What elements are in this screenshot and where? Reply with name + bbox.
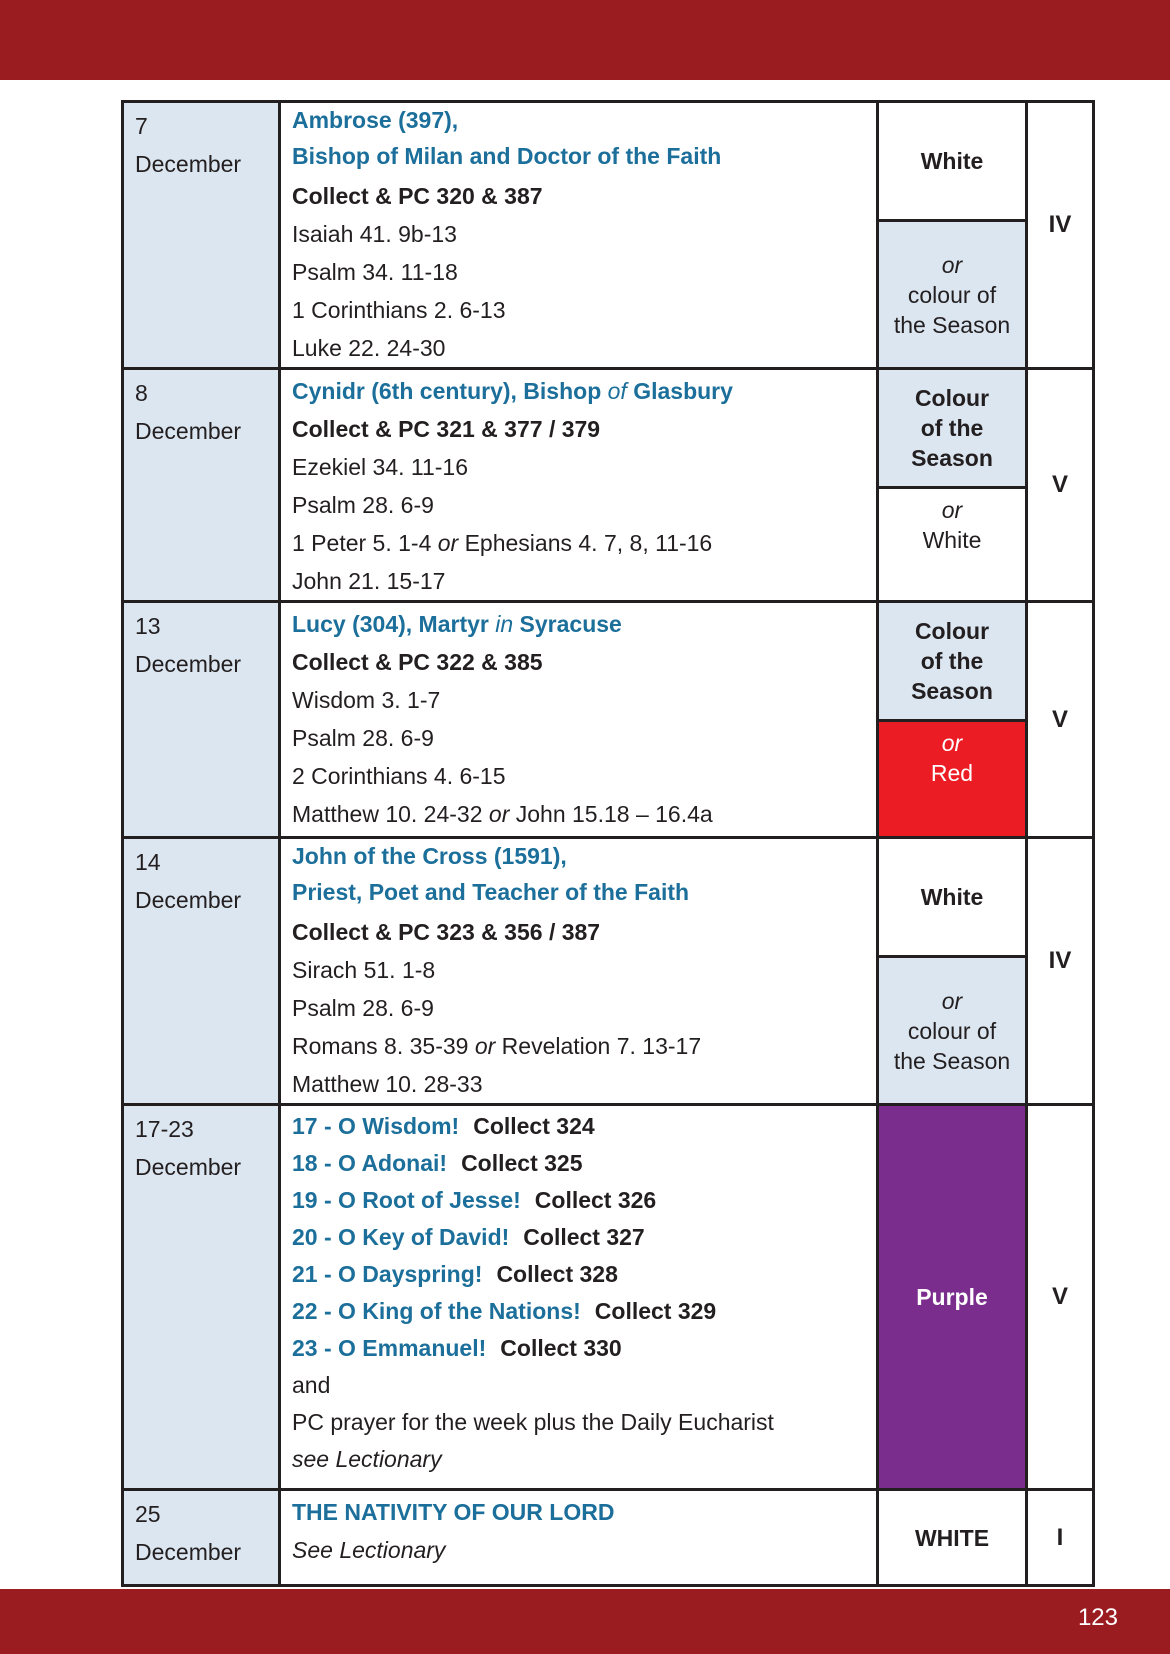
date-day: 14 bbox=[135, 849, 161, 875]
colour-cell bbox=[878, 1105, 1027, 1490]
table-row bbox=[123, 838, 1094, 1105]
date-month: December bbox=[135, 151, 242, 177]
pc-note: PC prayer for the week plus the Daily Eucharist bbox=[292, 1409, 774, 1435]
collect-line: Collect & PC 321 & 377 / 379 bbox=[292, 416, 601, 442]
antiphon-line: 17 - O Wisdom! Collect 324 bbox=[292, 1113, 595, 1139]
reading: Luke 22. 24-30 bbox=[292, 335, 446, 361]
colour-cell bbox=[878, 838, 1027, 1105]
observance-cell bbox=[280, 1105, 878, 1490]
observance-cell bbox=[280, 369, 878, 602]
top-bar bbox=[0, 0, 1170, 80]
reading: Romans 8. 35-39 or Revelation 7. 13-17 bbox=[292, 1033, 702, 1059]
reading: Psalm 28. 6-9 bbox=[292, 725, 434, 751]
see-lectionary: See Lectionary bbox=[292, 1537, 446, 1563]
colour-primary: White bbox=[920, 148, 984, 174]
date-day: 7 bbox=[135, 113, 148, 139]
level-cell: IV bbox=[1027, 102, 1094, 369]
colour-alternative: or White bbox=[879, 486, 1025, 600]
reading: Psalm 28. 6-9 bbox=[292, 492, 434, 518]
and-text: and bbox=[292, 1372, 331, 1398]
observance-title-line2: Bishop of Milan and Doctor of the Faith bbox=[292, 143, 722, 169]
colour-alternative: or colour of the Season bbox=[879, 955, 1025, 1103]
date-cell bbox=[123, 102, 280, 369]
antiphon-line: 18 - O Adonai! Collect 325 bbox=[292, 1150, 583, 1176]
date-cell bbox=[123, 1105, 280, 1490]
date-month: December bbox=[135, 887, 242, 913]
reading: 1 Peter 5. 1-4 or Ephesians 4. 7, 8, 11-16 bbox=[292, 530, 713, 556]
page-number: 123 bbox=[1077, 1604, 1118, 1631]
colour-alternative: or Red bbox=[879, 719, 1025, 836]
date-day: 8 bbox=[135, 380, 148, 406]
observance-title: Cynidr (6th century), Bishop of Glasbury bbox=[292, 378, 733, 404]
date-day: 13 bbox=[135, 613, 161, 639]
reading: Wisdom 3. 1-7 bbox=[292, 687, 441, 713]
reading: 2 Corinthians 4. 6-15 bbox=[292, 763, 506, 789]
observance-title: THE NATIVITY OF OUR LORD bbox=[292, 1499, 615, 1525]
table-row bbox=[123, 102, 1094, 369]
collect-line: Collect & PC 320 & 387 bbox=[292, 183, 543, 209]
antiphon-line: 23 - O Emmanuel! Collect 330 bbox=[292, 1335, 622, 1361]
antiphon-line: 22 - O King of the Nations! Collect 329 bbox=[292, 1298, 717, 1324]
antiphon-line: 21 - O Dayspring! Collect 328 bbox=[292, 1261, 618, 1287]
reading: Ezekiel 34. 11-16 bbox=[292, 454, 469, 480]
reading: Psalm 34. 11-18 bbox=[292, 259, 458, 285]
antiphon-line: 20 - O Key of David! Collect 327 bbox=[292, 1224, 645, 1250]
observance-title: Lucy (304), Martyr in Syracuse bbox=[292, 611, 622, 637]
level-cell: IV bbox=[1027, 838, 1094, 1105]
date-day: 17-23 bbox=[135, 1116, 194, 1142]
table-row bbox=[123, 1105, 1094, 1490]
observance-cell bbox=[280, 602, 878, 838]
date-month: December bbox=[135, 1154, 242, 1180]
colour-primary: Colour of the Season bbox=[879, 603, 1025, 719]
reading: Matthew 10. 28-33 bbox=[292, 1071, 483, 1097]
date-day: 25 bbox=[135, 1501, 161, 1527]
collect-line: Collect & PC 322 & 385 bbox=[292, 649, 543, 675]
collect-line: Collect & PC 323 & 356 / 387 bbox=[292, 919, 601, 945]
date-month: December bbox=[135, 1539, 242, 1565]
date-cell bbox=[123, 369, 280, 602]
table-row bbox=[123, 1490, 1094, 1586]
level-cell: V bbox=[1027, 1105, 1094, 1490]
colour-cell bbox=[878, 369, 1027, 602]
reading: Isaiah 41. 9b-13 bbox=[292, 221, 457, 247]
date-month: December bbox=[135, 651, 242, 677]
reading: 1 Corinthians 2. 6-13 bbox=[292, 297, 506, 323]
level-cell: V bbox=[1027, 369, 1094, 602]
colour-primary: Colour of the Season bbox=[879, 370, 1025, 486]
colour-alternative: or colour of the Season bbox=[879, 219, 1025, 367]
observance-title-line2: Priest, Poet and Teacher of the Faith bbox=[292, 879, 690, 905]
colour-primary: Purple bbox=[879, 1106, 1025, 1488]
table-row bbox=[123, 602, 1094, 838]
colour-cell bbox=[878, 102, 1027, 369]
antiphon-line: 19 - O Root of Jesse! Collect 326 bbox=[292, 1187, 657, 1213]
observance-title: Ambrose (397), bbox=[292, 107, 459, 133]
observance-cell bbox=[280, 102, 878, 369]
colour-cell bbox=[878, 602, 1027, 838]
bottom-bar bbox=[0, 1589, 1170, 1654]
calendar-table bbox=[121, 100, 1095, 1587]
date-month: December bbox=[135, 418, 242, 444]
reading: Psalm 28. 6-9 bbox=[292, 995, 434, 1021]
observance-cell bbox=[280, 1490, 878, 1586]
colour-primary: WHITE bbox=[914, 1524, 990, 1551]
level-cell: I bbox=[1027, 1490, 1094, 1586]
colour-cell bbox=[878, 1490, 1027, 1586]
observance-cell bbox=[280, 838, 878, 1105]
see-lectionary: see Lectionary bbox=[292, 1446, 442, 1472]
date-cell bbox=[123, 1490, 280, 1586]
reading: Sirach 51. 1-8 bbox=[292, 957, 436, 983]
observance-title: John of the Cross (1591), bbox=[292, 843, 567, 869]
colour-primary: White bbox=[920, 884, 984, 910]
table-row bbox=[123, 369, 1094, 602]
date-cell bbox=[123, 602, 280, 838]
date-cell bbox=[123, 838, 280, 1105]
level-cell: V bbox=[1027, 602, 1094, 838]
reading: Matthew 10. 24-32 or John 15.18 – 16.4a bbox=[292, 801, 713, 827]
reading: John 21. 15-17 bbox=[292, 568, 446, 594]
